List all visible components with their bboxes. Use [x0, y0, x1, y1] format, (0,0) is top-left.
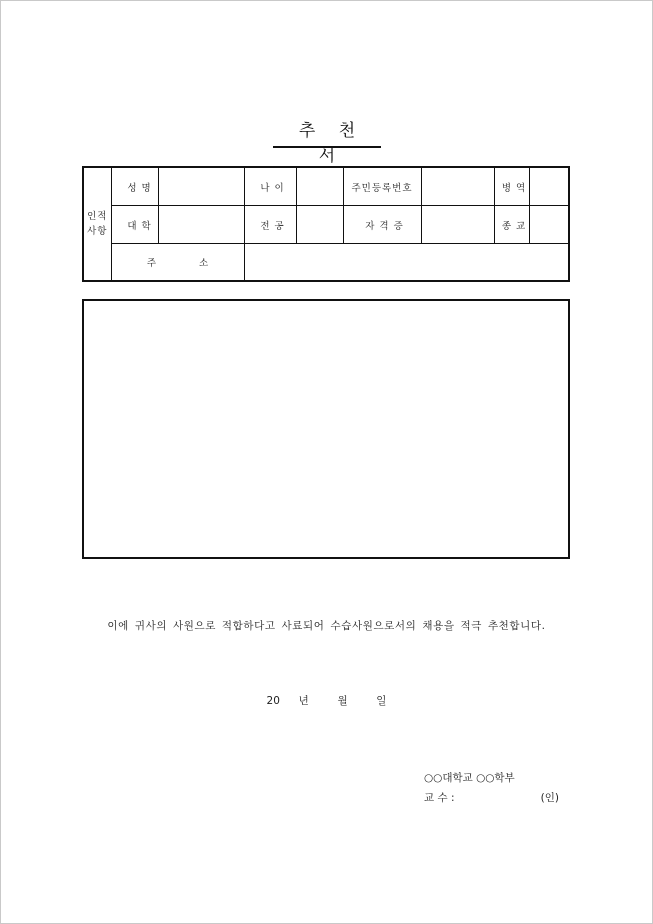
resident-number-field[interactable]	[421, 167, 494, 206]
personal-info-section-label	[83, 167, 111, 281]
age-label: 나 이	[244, 167, 296, 206]
document-title: 추 천 서	[298, 121, 365, 166]
religion-label: 종 교	[494, 206, 529, 244]
name-field[interactable]	[158, 167, 244, 206]
age-field[interactable]	[296, 167, 343, 206]
school-name: ○○대학교 ○○학부	[424, 772, 515, 784]
certificate-label: 자 격 증	[343, 206, 421, 244]
religion-field[interactable]	[529, 206, 569, 244]
title-underline	[273, 146, 381, 148]
date-month-label: 월	[337, 695, 348, 707]
major-label: 전 공	[244, 206, 296, 244]
recommendation-statement: 이에 귀사의 사원으로 적합하다고 사료되어 수습사원으로서의 채용을 적극 추천합니다.	[107, 620, 546, 632]
professor-signature-line	[424, 790, 559, 805]
professor-label: 교 수 :	[424, 792, 455, 804]
university-field[interactable]	[158, 206, 244, 244]
date-year-label: 년	[298, 695, 309, 707]
personal-info-table	[82, 166, 570, 282]
date-line	[0, 693, 653, 708]
seal-label: (인)	[540, 792, 559, 804]
date-year-prefix: 20	[266, 695, 280, 707]
military-field[interactable]	[529, 167, 569, 206]
university-label: 대 학	[111, 206, 158, 244]
date-day-label: 일	[376, 695, 387, 707]
section-label-line-2: 사항	[87, 226, 108, 237]
address-field[interactable]	[244, 244, 569, 282]
address-label: 주 소	[111, 244, 244, 282]
certificate-field[interactable]	[421, 206, 494, 244]
recommendation-content-box[interactable]	[82, 299, 570, 559]
major-field[interactable]	[296, 206, 343, 244]
resident-number-label: 주민등록번호	[343, 167, 421, 206]
section-label-line-1: 인적	[87, 211, 108, 222]
name-label: 성 명	[111, 167, 158, 206]
military-label: 병 역	[494, 167, 529, 206]
